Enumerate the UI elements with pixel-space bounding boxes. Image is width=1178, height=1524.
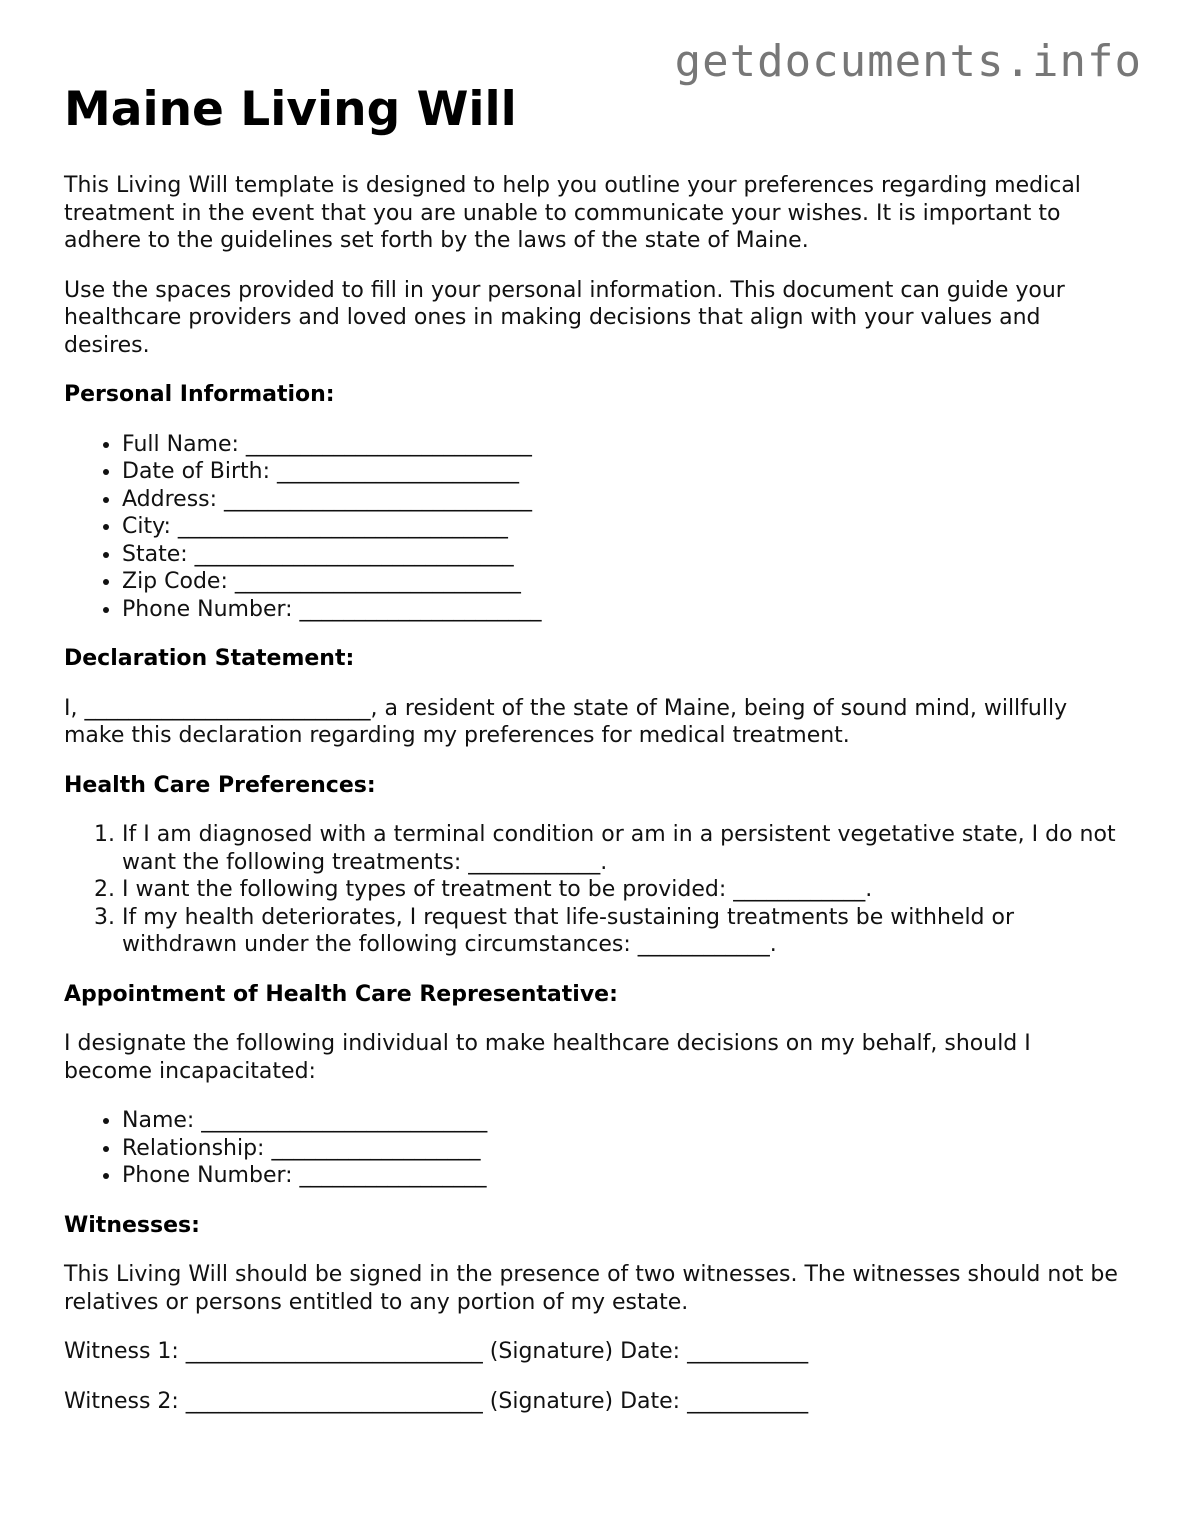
personal-field-address: • Address: ____________________________ xyxy=(122,486,1124,514)
personal-field-phone-number: • Phone Number: ______________________ xyxy=(122,596,1124,624)
watermark: getdocuments.info xyxy=(674,36,1142,87)
representative-field-relationship: • Relationship: ___________________ xyxy=(122,1135,1124,1163)
declaration-heading: Declaration Statement: xyxy=(64,646,355,671)
preference-item-1: 1. If I am diagnosed with a terminal condition or am in a persistent vegetative state, I do not want the following treatments: ____________. xyxy=(122,821,1124,876)
intro-paragraph-2: Use the spaces provided to fill in your personal information. This document can guide your healthcare providers and loved ones in making decisions that align with your values and desires. xyxy=(64,277,1065,358)
representative-field-phone-number: • Phone Number: _________________ xyxy=(122,1162,1124,1190)
personal-field-full-name: • Full Name: __________________________ xyxy=(122,431,1124,459)
personal-information-heading: Personal Information: xyxy=(64,382,335,407)
representative-text: I designate the following individual to make healthcare decisions on my behalf, should I become incapacitated: xyxy=(64,1031,1031,1084)
preferences-list xyxy=(64,821,1124,959)
preference-item-3: 3. If my health deteriorates, I request that life-sustaining treatments be withheld or withdrawn under the following circumstances: ____________. xyxy=(122,904,1124,959)
representative-list xyxy=(64,1107,1124,1190)
personal-field-city: • City: ______________________________ xyxy=(122,513,1124,541)
witnesses-text: This Living Will should be signed in the presence of two witnesses. The witnesses should not be relatives or persons entitled to any portion of my estate. xyxy=(64,1262,1118,1315)
preference-item-2: 2. I want the following types of treatment to be provided: ____________. xyxy=(122,876,1124,904)
witnesses-heading: Witnesses: xyxy=(64,1212,200,1238)
personal-information-list xyxy=(64,431,1124,624)
personal-field-zip-code: • Zip Code: __________________________ xyxy=(122,568,1124,596)
witness-2-line: Witness 2: ___________________________ (Signature) Date: ___________ xyxy=(64,1388,809,1414)
representative-heading: Appointment of Health Care Representative: xyxy=(64,981,618,1007)
intro-paragraph-1: This Living Will template is designed to help you outline your preferences regarding medical treatment in the event that you are unable to communicate your wishes. It is important to adhere to the guidelines set forth by the laws of the state of Maine. xyxy=(64,173,1081,253)
personal-field-state: • State: _____________________________ xyxy=(122,541,1124,569)
document-title: Maine Living Will xyxy=(64,82,517,137)
personal-field-date-of-birth: • Date of Birth: ______________________ xyxy=(122,458,1124,486)
representative-field-name: • Name: __________________________ xyxy=(122,1107,1124,1135)
witness-1-line: Witness 1: ___________________________ (Signature) Date: ___________ xyxy=(64,1339,809,1364)
document-body xyxy=(64,80,1124,1437)
declaration-text: I, __________________________, a resident of the state of Maine, being of sound mind, willfully make this declaration regarding my preferences for medical treatment. xyxy=(64,695,1068,748)
preferences-heading: Health Care Preferences: xyxy=(64,772,376,798)
